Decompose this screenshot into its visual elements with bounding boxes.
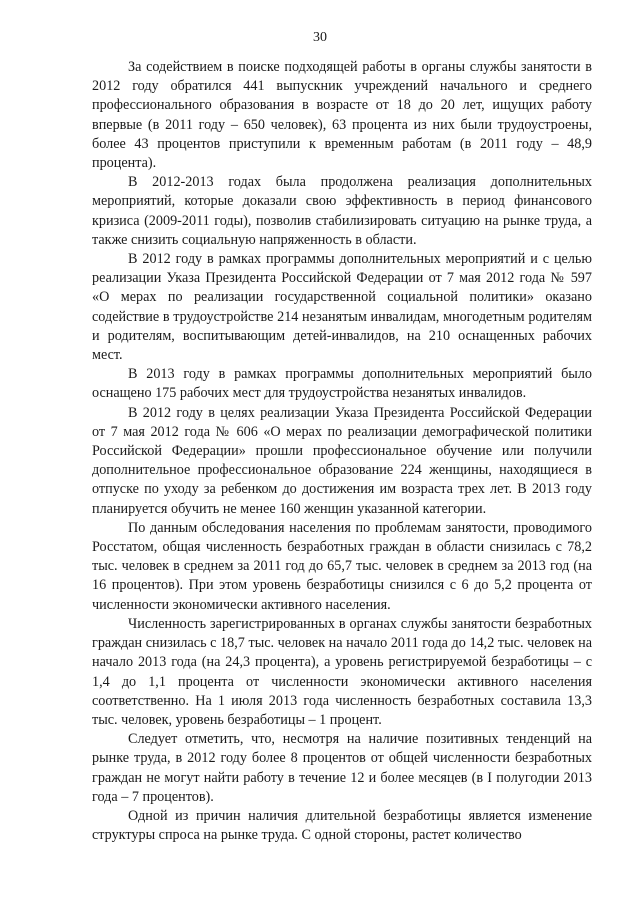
paragraph-demand-structure: Одной из причин наличия длительной безработицы является изменение структуры спроса на рынке труда. С одной стороны, растет количество xyxy=(92,807,592,844)
paragraph-decree-606: В 2012 году в целях реализации Указа Президента Российской Федерации от 7 мая 2012 года № 606 «О мерах по реализации демографической политики Российской Федерации» прошли профессиональное обучение или получили дополнительное профессиональное образование 224 женщины, находящиеся в отпуске по уходу за ребенком до достижения им возраста трех лет. В 2013 году планируется обучить не менее 160 женщин указанной категории. xyxy=(92,404,592,517)
document-body xyxy=(92,58,592,845)
paragraph-registered-unemployed: Численность зарегистрированных в органах службы занятости безработных граждан снизилась с 18,7 тыс. человек на начало 2011 года до 14,2 тыс. человек на начало 2013 года (на 24,3 процента), а уровень регистрируемой безработицы – с 1,4 до 1,1 процента от численности экономически активного населения соответственно. На 1 июля 2013 года численность безработных составила 13,3 тыс. человек, уровень безработицы – 1 процент. xyxy=(92,615,592,728)
paragraph-additional-measures: В 2012-2013 годах была продолжена реализация дополнительных мероприятий, которые доказали свою эффективность в период финансового кризиса (2009-2011 годы), позволив стабилизировать ситуацию на рынке труда, а также снизить социальную напряженность в области. xyxy=(92,174,592,248)
paragraph-rosstat-survey: По данным обследования населения по проблемам занятости, проводимого Росстатом, общая численность безработных граждан в области снизилась с 78,2 тыс. человек в среднем за 2011 год до 65,7 тыс. человек в среднем за 2013 год (на 16 процентов). При этом уровень безработицы снизился с 6 до 5,2 процента от численности экономически активного населения. xyxy=(92,519,592,613)
page-number: 30 xyxy=(313,30,327,45)
paragraph-disabled-workplaces: В 2013 году в рамках программы дополнительных мероприятий было оснащено 175 рабочих мест для трудоустройства незанятых инвалидов. xyxy=(92,366,592,402)
paragraph-long-term-unemployment: Следует отметить, что, несмотря на наличие позитивных тенденций на рынке труда, в 2012 году более 8 процентов от общей численности безработных граждан не могут найти работу в течение 12 и более месяцев (в I полугодии 2013 года – 7 процентов). xyxy=(92,731,592,805)
paragraph-graduates: За содействием в поиске подходящей работы в органы службы занятости в 2012 году обратился 441 выпускник учреждений начального и среднего профессионального образования в возрасте от 18 до 20 лет, ищущих работу впервые (в 2011 году – 650 человек), 63 процента из них были трудоустроены, более 43 процентов приступили к временным работам (в 2011 году – 48,9 процента). xyxy=(92,59,592,172)
paragraph-decree-597: В 2012 году в рамках программы дополнительных мероприятий и с целью реализации Указа Президента Российской Федерации от 7 мая 2012 года № 597 «О мерах по реализации государственной социальной политики» оказано содействие в трудоустройстве 214 незанятым инвалидам, многодетным родителям и родителям, воспитывающим детей-инвалидов, на 210 оснащенных рабочих мест. xyxy=(92,251,592,364)
